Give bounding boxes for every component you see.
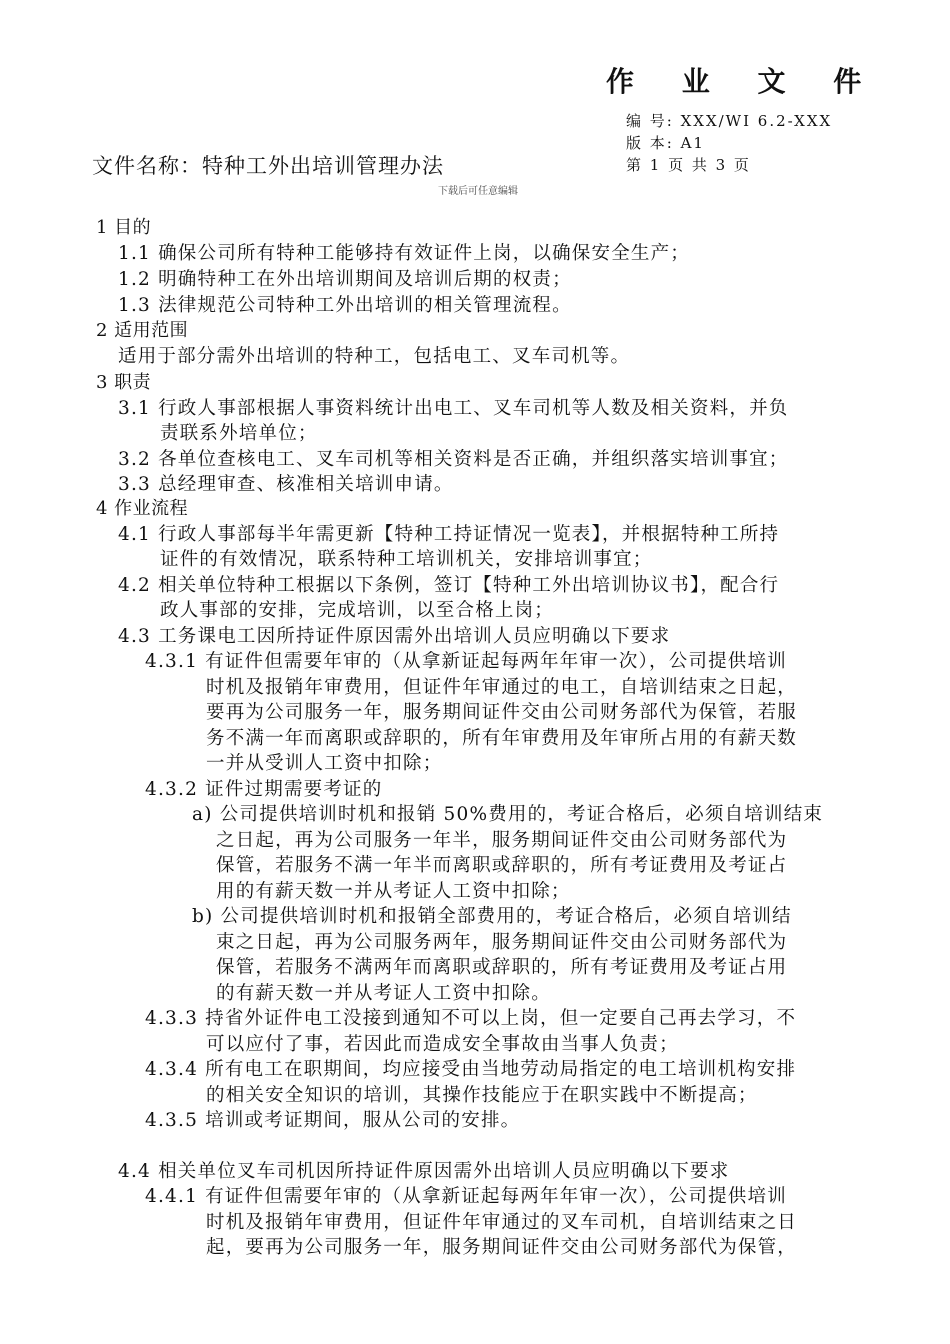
paragraph-line: 的有薪天数一并从考证人工资中扣除。: [216, 983, 551, 1004]
paragraph-line: 政人事部的安排，完成培训，以至合格上岗；: [160, 600, 555, 621]
paragraph-line: 束之日起，再为公司服务两年，服务期间证件交由公司财务部代为: [216, 932, 788, 953]
paragraph-line: 1.3 法律规范公司特种工外出培训的相关管理流程。: [118, 295, 572, 316]
paragraph-line: 证件的有效情况，联系特种工培训机关，安排培训事宜；: [160, 549, 653, 570]
document-version: 版 本: A1: [626, 134, 705, 152]
document-name: 文件名称：特种工外出培训管理办法: [92, 154, 444, 178]
paragraph-line: a) 公司提供培训时机和报销 50%费用的，考证合格后，必须自培训结束: [192, 804, 824, 825]
paragraph-line: 起，要再为公司服务一年，服务期间证件交由公司财务部代为保管，: [206, 1237, 798, 1258]
paragraph-line: 适用于部分需外出培训的特种工，包括电工、叉车司机等。: [118, 346, 631, 367]
paragraph-line: 时机及报销年审费用，但证件年审通过的叉车司机，自培训结束之日: [206, 1212, 798, 1233]
page-indicator: 第 1 页 共 3 页: [626, 156, 751, 174]
paragraph-line: 的相关安全知识的培训，其操作技能应于在职实践中不断提高；: [206, 1085, 758, 1106]
edit-hint: 下载后可任意编辑: [438, 186, 518, 197]
paragraph-line: 保管，若服务不满两年而离职或辞职的，所有考证费用及考证占用: [216, 957, 788, 978]
paragraph-line: 4.1 行政人事部每半年需更新【特种工持证情况一览表】，并根据特种工所持: [118, 524, 780, 545]
paragraph-line: 责联系外培单位；: [160, 423, 318, 444]
paragraph-line: 保管，若服务不满一年半而离职或辞职的，所有考证费用及考证占: [216, 855, 788, 876]
document-number: 编 号: XXX/WI 6.2-XXX: [626, 112, 833, 130]
paragraph-line: 可以应付了事，若因此而造成安全事故由当事人负责；: [206, 1034, 679, 1055]
section-heading: 2 适用范围: [96, 320, 189, 341]
paragraph-line: 4.4 相关单位叉车司机因所持证件原因需外出培训人员应明确以下要求: [118, 1161, 730, 1182]
paragraph-line: 一并从受训人工资中扣除；: [206, 753, 443, 774]
paragraph-line: 时机及报销年审费用，但证件年审通过的电工，自培训结束之日起，: [206, 677, 798, 698]
paragraph-line: 4.3.1 有证件但需要年审的（从拿新证起每两年年审一次），公司提供培训: [145, 651, 787, 672]
paragraph-line: 4.3.3 持省外证件电工没接到通知不可以上岗，但一定要自己再去学习，不: [145, 1008, 797, 1029]
paragraph-line: 4.2 相关单位特种工根据以下条例，签订【特种工外出培训协议书】，配合行: [118, 575, 780, 596]
paragraph-line: 4.3.5 培训或考证期间，服从公司的安排。: [145, 1110, 521, 1131]
paragraph-line: 4.3.4 所有电工在职期间，均应接受由当地劳动局指定的电工培训机构安排: [145, 1059, 797, 1080]
document-type-title: 作 业 文 件: [606, 65, 881, 98]
paragraph-line: 4.3.2 证件过期需要考证的: [145, 779, 383, 800]
paragraph-line: b) 公司提供培训时机和报销全部费用的，考证合格后，必须自培训结: [192, 906, 792, 927]
paragraph-line: 之日起，再为公司服务一年半，服务期间证件交由公司财务部代为: [216, 830, 788, 851]
section-heading: 3 职责: [96, 372, 152, 393]
paragraph-line: 1.1 确保公司所有特种工能够持有效证件上岗，以确保安全生产；: [118, 243, 691, 264]
paragraph-line: 务不满一年而离职或辞职的，所有年审费用及年审所占用的有薪天数: [206, 728, 798, 749]
paragraph-line: 3.3 总经理审查、核准相关培训申请。: [118, 474, 454, 495]
paragraph-line: 3.1 行政人事部根据人事资料统计出电工、叉车司机等人数及相关资料，并负: [118, 398, 789, 419]
paragraph-line: 4.3 工务课电工因所持证件原因需外出培训人员应明确以下要求: [118, 626, 671, 647]
section-heading: 4 作业流程: [96, 498, 189, 519]
section-heading: 1 目的: [96, 217, 152, 238]
paragraph-line: 1.2 明确特种工在外出培训期间及培训后期的权责；: [118, 269, 572, 290]
paragraph-line: 4.4.1 有证件但需要年审的（从拿新证起每两年年审一次），公司提供培训: [145, 1186, 787, 1207]
paragraph-line: 要再为公司服务一年，服务期间证件交由公司财务部代为保管，若服: [206, 702, 798, 723]
paragraph-line: 用的有薪天数一并从考证人工资中扣除；: [216, 881, 571, 902]
paragraph-line: 3.2 各单位查核电工、叉车司机等相关资料是否正确，并组织落实培训事宜；: [118, 449, 789, 470]
